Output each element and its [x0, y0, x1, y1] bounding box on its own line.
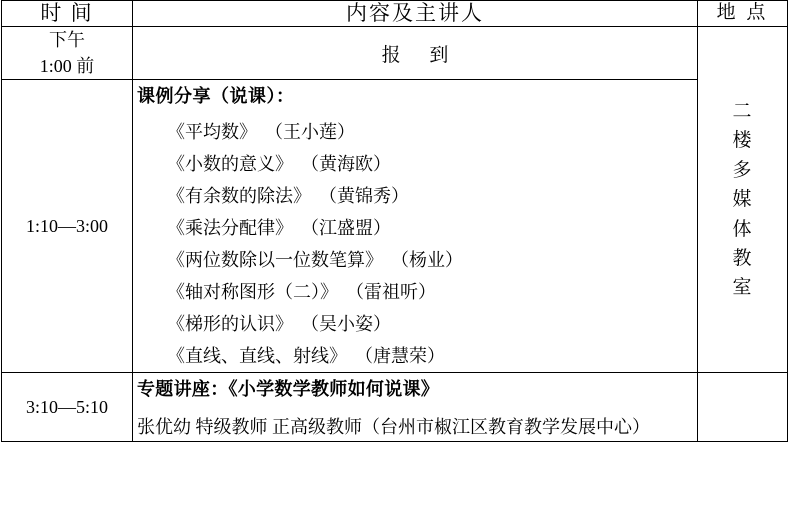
- place-char-1: 楼: [732, 130, 753, 152]
- registration-time-line1: 下午: [49, 30, 85, 51]
- header-place: 地 点: [698, 1, 788, 27]
- lesson-speaker: （唐慧荣）: [355, 346, 445, 367]
- lecture-time: 3:10—5:10: [2, 373, 133, 442]
- lesson-speaker: （杨业）: [391, 250, 463, 271]
- list-item: [167, 180, 697, 212]
- lesson-speaker: （吴小姿）: [301, 314, 391, 335]
- place-cell-multimedia-room: [698, 27, 788, 373]
- lesson-speaker: （江盛盟）: [301, 218, 391, 239]
- table-row-lecture: [2, 373, 788, 442]
- lesson-title: 《轴对称图形（二）》: [167, 282, 338, 303]
- lecture-title: 专题讲座：《小学数学教师如何说课》: [137, 379, 440, 400]
- place-char-2: 多: [732, 159, 753, 181]
- schedule-table: [1, 0, 788, 442]
- registration-time: [2, 27, 133, 80]
- lesson-title: 《乘法分配律》: [167, 218, 293, 239]
- list-item: [167, 244, 697, 276]
- list-item: [167, 308, 697, 340]
- lesson-title: 《小数的意义》: [167, 154, 293, 175]
- list-item: [167, 116, 697, 148]
- lesson-title: 《两位数除以一位数笔算》: [167, 250, 383, 271]
- lecture-content: [133, 373, 698, 442]
- table-row-lesson-sharing: [2, 80, 788, 373]
- sharing-content: [133, 80, 698, 373]
- header-content: 内容及主讲人: [133, 1, 698, 27]
- list-item: [167, 340, 697, 372]
- lesson-title: 《梯形的认识》: [167, 314, 293, 335]
- list-item: [167, 212, 697, 244]
- lesson-title: 《有余数的除法》: [167, 186, 311, 207]
- place-char-0: 二: [732, 100, 753, 122]
- lecture-speaker: 张优幼 特级教师 正高级教师（台州市椒江区教育教学发展中心）: [137, 417, 650, 438]
- lesson-list: [133, 116, 697, 372]
- sharing-time: 1:10—3:00: [2, 80, 133, 373]
- place-char-4: 体: [732, 218, 753, 240]
- lesson-speaker: （黄海欧）: [301, 154, 391, 175]
- registration-time-line2: 1:00 前: [39, 56, 95, 77]
- place-char-3: 媒: [732, 189, 753, 211]
- list-item: [167, 148, 697, 180]
- lesson-title: 《平均数》: [167, 122, 257, 143]
- lesson-speaker: （黄锦秀）: [319, 186, 409, 207]
- list-item: [167, 276, 697, 308]
- table-row-registration: [2, 27, 788, 80]
- lesson-title: 《直线、直线、射线》: [167, 346, 347, 367]
- place-char-5: 教: [732, 247, 753, 269]
- registration-label: 报 到: [133, 27, 698, 80]
- lesson-speaker: （雷祖听）: [346, 282, 436, 303]
- place-cell-lecture: [698, 373, 788, 442]
- header-time: 时 间: [2, 1, 133, 27]
- sharing-title: 课例分享（说课）：: [137, 86, 295, 107]
- place-char-6: 室: [732, 277, 753, 299]
- table-header-row: [2, 1, 788, 27]
- lesson-speaker: （王小莲）: [265, 122, 355, 143]
